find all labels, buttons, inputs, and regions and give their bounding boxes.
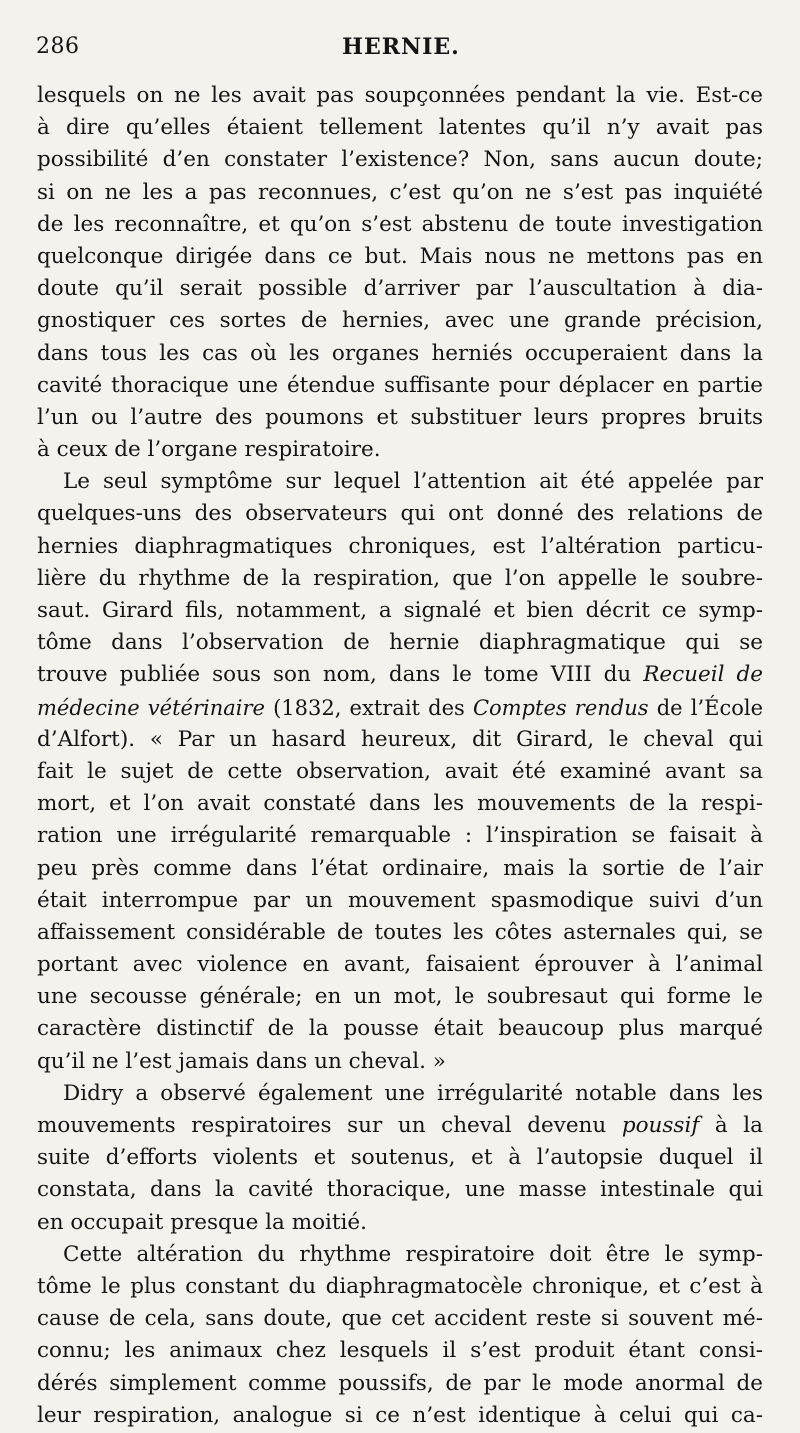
text-segment: dans tous les cas où les organes herniés occuperaient dans la [37,340,763,366]
text-segment: fait le sujet de cette observation, avait été examiné avant sa [37,758,763,784]
text-segment: affaissement considérable de toutes les côtes asternales qui, se [37,919,763,945]
text-segment: mouvements respiratoires sur un cheval devenu [37,1113,622,1138]
text-segment: une secousse générale; en un mot, le soubresaut qui forme le [37,984,763,1010]
text-segment: Cette altération du rhythme respiratoire doit être le symp- [63,1241,763,1267]
text-line [37,1207,763,1239]
italic-text: médecine vétérinaire [37,695,265,720]
text-segment: cause de cela, sans doute, que cet accident reste si souvent mé- [37,1306,763,1332]
text-line [37,1400,763,1432]
text-segment: à dire qu’elles étaient tellement latentes qu’il n’y avait pas [37,115,763,141]
text-line [37,1174,763,1206]
text-segment: qu’il ne l’est jamais dans un cheval. » [37,1048,446,1074]
text-segment: quelques-uns des observateurs qui ont donné des relations de [37,501,763,527]
text-line [37,209,763,241]
text-line [37,434,763,466]
text-segment: de l’École [648,695,763,720]
text-line [37,1046,763,1078]
body-text [37,80,763,1432]
text-segment: d’Alfort). « Par un hasard heureux, dit Girard, le cheval qui [37,726,763,752]
text-segment: à la [699,1113,763,1138]
text-segment: l’un ou l’autre des poumons et substituer leurs propres bruits [37,404,763,430]
text-line [37,338,763,370]
text-line [37,80,763,112]
text-segment: portant avec violence en avant, faisaient éprouver à l’animal [37,952,763,978]
text-line [37,1368,763,1400]
text-line [37,177,763,209]
text-segment: hernies diaphragmatiques chroniques, est l’altération particu- [37,533,763,559]
text-line [37,144,763,176]
text-line [37,370,763,402]
text-line [37,788,763,820]
text-segment: connu; les animaux chez lesquels il s’est produit étant consi- [37,1338,763,1364]
text-line [37,498,763,530]
text-line [37,820,763,852]
text-segment: Le seul symptôme sur lequel l’attention ait été appelée par [63,469,763,495]
text-segment: tôme dans l’observation de hernie diaphragmatique qui se [37,630,763,656]
text-segment: cavité thoracique une étendue suffisante pour déplacer en partie [37,372,763,398]
text-segment: doute qu’il serait possible d’arriver par l’auscultation à dia- [37,276,763,302]
running-head: HERNIE. [342,34,460,60]
text-segment: en occupait presque la moitié. [37,1209,367,1235]
text-line [37,885,763,917]
text-segment: trouve publiée sous son nom, dans le tome VIII du [37,662,644,688]
text-line [37,1335,763,1367]
text-segment: Didry a observé également une irrégularité notable dans les [63,1080,763,1106]
text-segment: quelconque dirigée dans ce but. Mais nous ne mettons pas en [37,243,763,269]
text-line [37,466,763,498]
text-line [37,659,763,691]
italic-text: Recueil de [643,662,763,688]
text-segment: (1832, extrait des [264,695,473,720]
text-line [37,1239,763,1271]
text-segment: tôme le plus constant du diaphragmatocèle chronique, et c’est à [37,1273,763,1299]
text-segment: était interrompue par un mouvement spasmodique suivi d’un [37,887,763,913]
text-line [37,692,763,724]
text-segment: leur respiration, analogue si ce n’est identique à celui qui ca- [37,1402,763,1428]
page-number: 286 [36,34,80,59]
text-segment: possibilité d’en constater l’existence? Non, sans aucun doute; [37,147,763,173]
text-segment: saut. Girard fils, notamment, a signalé et bien décrit ce symp- [37,598,763,623]
text-line [37,402,763,434]
text-segment: lesquels on ne les avait pas soupçonnées pendant la vie. Est-ce [37,83,763,108]
text-segment: suite d’efforts violents et soutenus, et à l’autopsie duquel il [37,1145,763,1171]
text-line [37,273,763,305]
text-segment: dérés simplement comme poussifs, de par le mode anormal de [37,1370,763,1396]
text-line [37,853,763,885]
text-line [37,1110,763,1142]
text-segment: à ceux de l’organe respiratoire. [37,437,381,463]
text-line [37,563,763,595]
text-segment: lière du rhythme de la respiration, que l’on appelle le soubre- [37,565,763,591]
text-line [37,1013,763,1045]
text-line [37,1078,763,1110]
text-segment: mort, et l’on avait constaté dans les mouvements de la respi- [37,791,763,817]
page-header [36,34,766,68]
text-line [37,627,763,659]
text-line [37,112,763,144]
text-segment: de les reconnaître, et qu’on s’est abstenu de toute investigation [37,211,763,237]
text-line [37,1303,763,1335]
italic-text: poussif [621,1113,700,1138]
text-segment: constata, dans la cavité thoracique, une masse intestinale qui [37,1177,763,1203]
text-line [37,917,763,949]
text-line [37,1271,763,1303]
text-segment: gnostiquer ces sortes de hernies, avec une grande précision, [37,308,763,334]
text-line [37,531,763,563]
text-segment: caractère distinctif de la pousse était beaucoup plus marqué [37,1016,763,1042]
text-segment: ration une irrégularité remarquable : l’inspiration se faisait à [37,823,763,849]
text-line [37,305,763,337]
text-segment: si on ne les a pas reconnues, c’est qu’on ne s’est pas inquiété [37,179,763,205]
text-line [37,724,763,756]
text-segment: peu près comme dans l’état ordinaire, mais la sortie de l’air [37,855,763,881]
text-line [37,981,763,1013]
text-line [37,241,763,273]
italic-text: Comptes rendus [472,695,649,720]
text-line [37,756,763,788]
text-line [37,595,763,627]
text-line [37,949,763,981]
text-line [37,1142,763,1174]
